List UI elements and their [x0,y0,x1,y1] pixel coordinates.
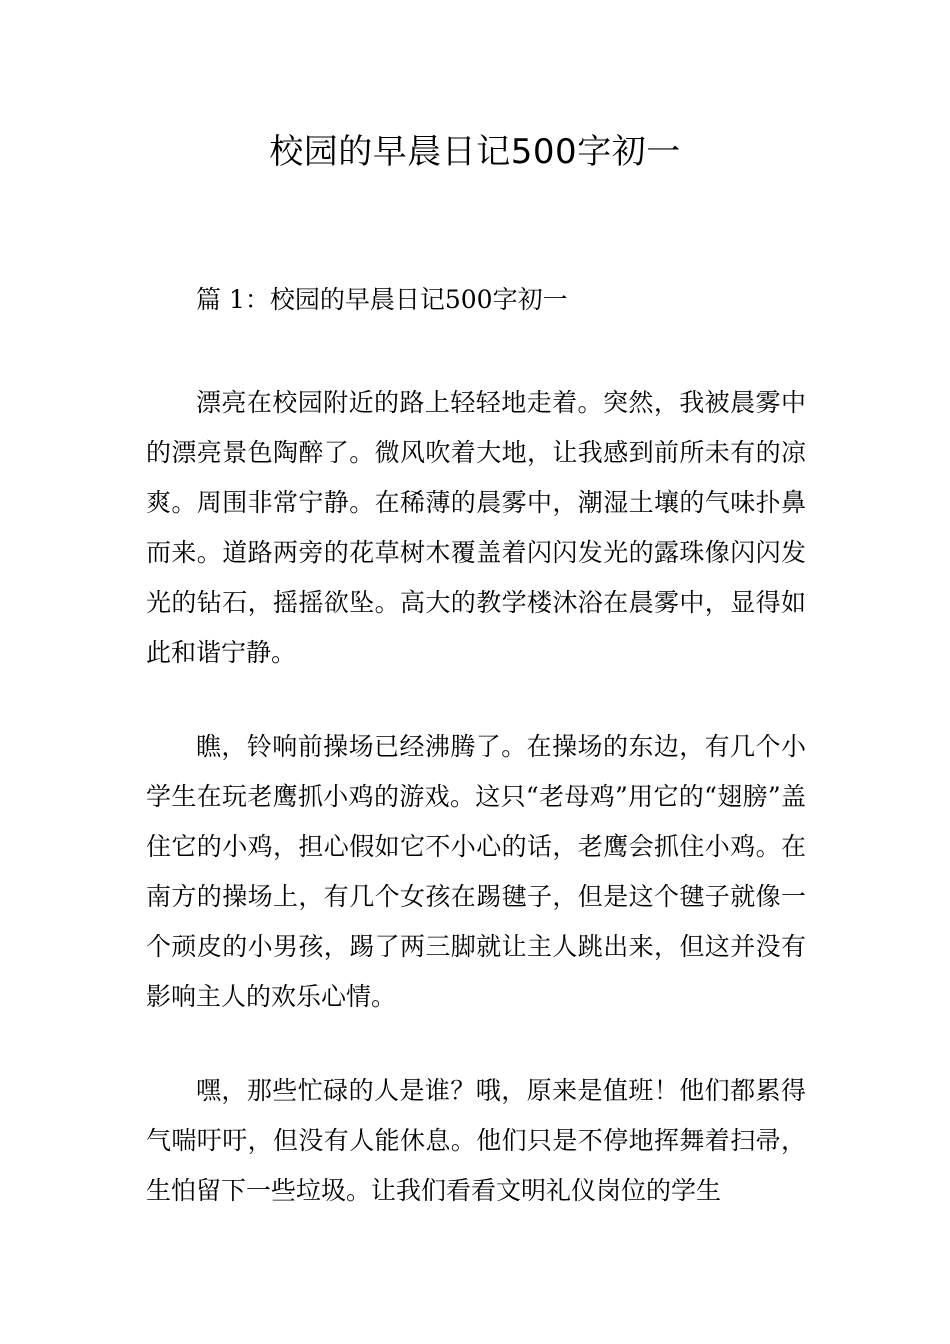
paragraph-2: 瞧，铃响前操场已经沸腾了。在操场的东边，有几个小学生在玩老鹰抓小鸡的游戏。这只“老母鸡”用它的“翅膀”盖住它的小鸡，担心假如它不小心的话，老鹰会抓住小鸡。在南方的操场上，有几个女孩在踢毽子，但是这个毽子就像一个顽皮的小男孩，踢了两三脚就让主人跳出来，但这并没有影响主人的欢乐心情。 [146,732,806,1011]
paragraph-3: 嘿，那些忙碌的人是谁？哦，原来是值班！他们都累得气喘吁吁，但没有人能休息。他们只是不停地挥舞着扫帚，生怕留下一些垃圾。让我们看看文明礼仪岗位的学生 [146,1076,806,1205]
document-title: 校园的早晨日记500字初一 [269,132,681,172]
paragraph-1: 漂亮在校园附近的路上轻轻地走着。突然，我被晨雾中的漂亮景色陶醉了。微风吹着大地，让我感到前所未有的凉爽。周围非常宁静。在稀薄的晨雾中，潮湿土壤的气味扑鼻而来。道路两旁的花草树木覆盖着闪闪发光的露珠像闪闪发光的钻石，摇摇欲坠。高大的教学楼沐浴在晨雾中，显得如此和谐宁静。 [146,388,806,667]
section-heading: 篇 1：校园的早晨日记500字初一 [196,285,568,314]
